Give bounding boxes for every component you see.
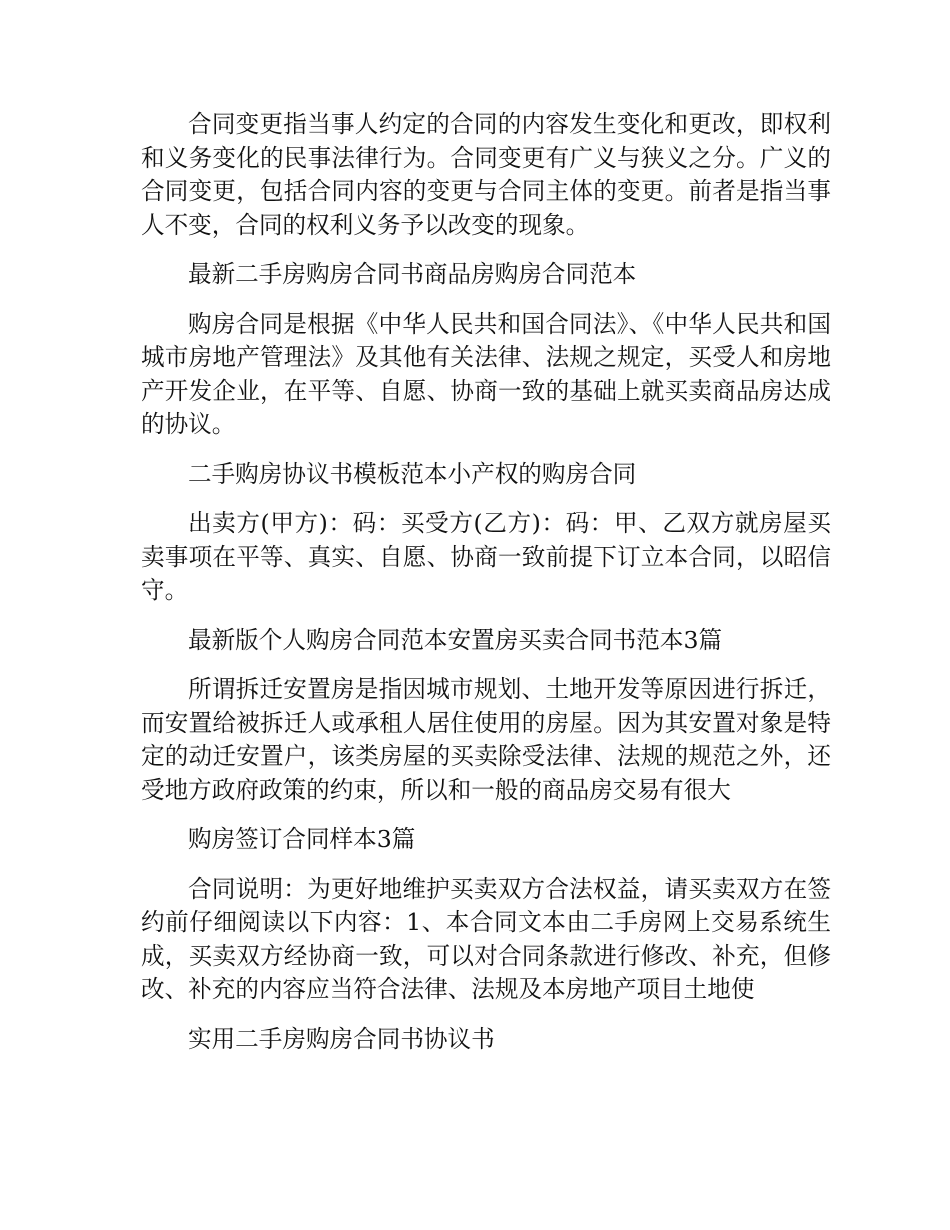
paragraph-contract-notes: 合同说明：为更好地维护买卖双方合法权益，请买卖双方在签约前仔细阅读以下内容：1、本合同文本由二手房网上交易系统生成，买卖双方经协商一致，可以对合同条款进行修改、补充，但修改、补充的内容应当符合法律、法规及本房地产项目土地使 — [141, 874, 831, 1003]
heading-practical-agreement: 实用二手房购房合同书协议书 — [188, 1024, 495, 1053]
heading-small-property-agreement: 二手购房协议书模板范本小产权的购房合同 — [188, 459, 637, 488]
paragraph-contract-change: 合同变更指当事人约定的合同的内容发生变化和更改，即权利和义务变化的民事法律行为。合同变更有广义与狭义之分。广义的合同变更，包括合同内容的变更与合同主体的变更。前者是指当事人不变，合同的权利义务予以改变的现象。 — [141, 110, 831, 239]
heading-resettlement-housing-contract: 最新版个人购房合同范本安置房买卖合同书范本3篇 — [188, 625, 723, 654]
paragraph-resettlement-housing: 所谓拆迁安置房是指因城市规划、土地开发等原因进行拆迁，而安置给被拆迁人或承租人居住使用的房屋。因为其安置对象是特定的动迁安置户，该类房屋的买卖除受法律、法规的规范之外，还受地方政府政策的约束，所以和一般的商品房交易有很大 — [141, 675, 831, 804]
paragraph-seller-buyer: 出卖方(甲方)：码：买受方(乙方)：码：甲、乙双方就房屋买卖事项在平等、真实、自愿、协商一致前提下订立本合同，以昭信守。 — [141, 509, 831, 604]
paragraph-purchase-contract-basis: 购房合同是根据《中华人民共和国合同法》、《中华人民共和国城市房地产管理法》及其他有关法律、法规之规定，买受人和房地产开发企业，在平等、自愿、协商一致的基础上就买卖商品房达成的协议。 — [141, 309, 831, 438]
heading-signing-contract-sample: 购房签订合同样本3篇 — [188, 825, 416, 853]
heading-latest-second-hand-contract: 最新二手房购房合同书商品房购房合同范本 — [188, 260, 637, 288]
document-page — [141, 108, 831, 1072]
